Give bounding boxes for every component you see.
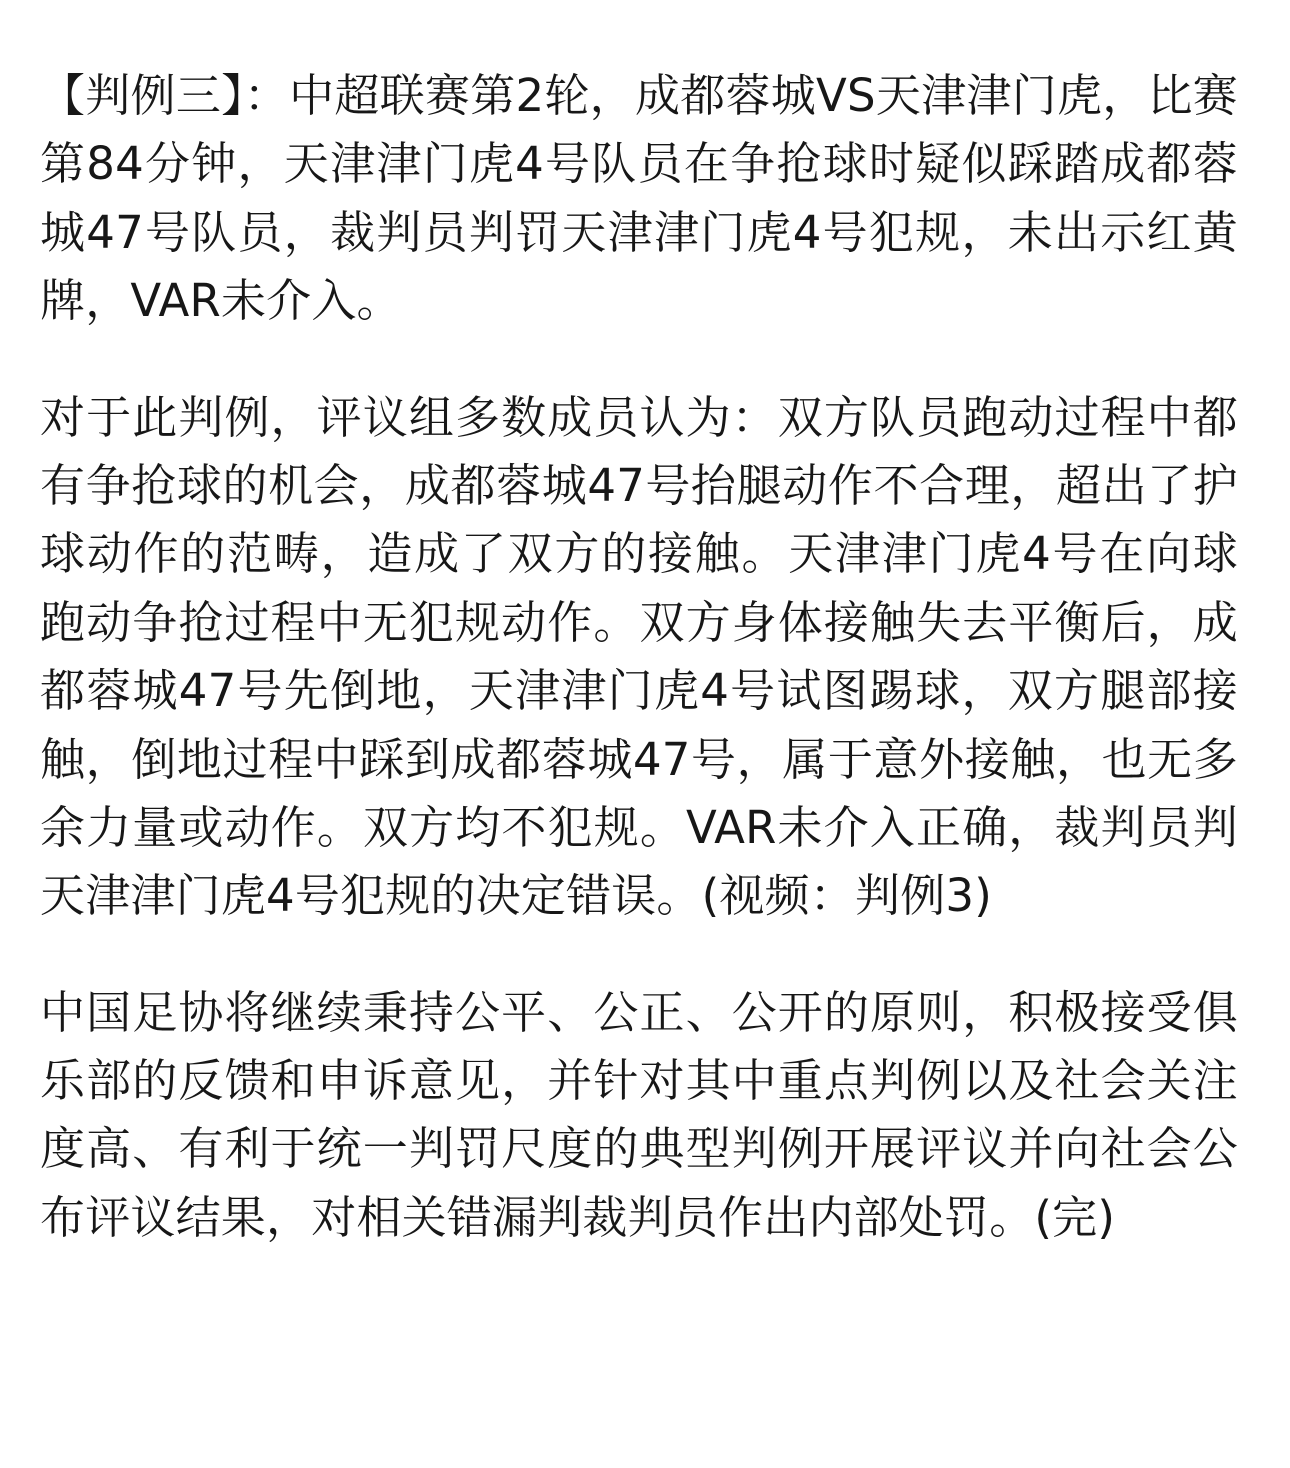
review-opinion-paragraph: 对于此判例，评议组多数成员认为：双方队员跑动过程中都有争抢球的机会，成都蓉城47号抬腿动作不合理，超出了护球动作的范畴，造成了双方的接触。天津津门虎4号在向球跑动争抢过程中无犯规动作。双方身体接触失去平衡后，成都蓉城47号先倒地，天津津门虎4号试图踢球，双方腿部接触，倒地过程中踩到成都蓉城47号，属于意外接触，也无多余力量或动作。双方均不犯规。VAR未介入正确，裁判员判天津津门虎4号犯规的决定错误。(视频：判例3) <box>40 390 1238 923</box>
closing-statement-paragraph: 中国足协将继续秉持公平、公正、公开的原则，积极接受俱乐部的反馈和申诉意见，并针对其中重点判例以及社会关注度高、有利于统一判罚尺度的典型判例开展评议并向社会公布评议结果，对相关错漏判裁判员作出内部处罚。(完) <box>40 985 1238 1244</box>
case-three-paragraph: 【判例三】：中超联赛第2轮，成都蓉城VS天津津门虎，比赛第84分钟，天津津门虎4号队员在争抢球时疑似踩踏成都蓉城47号队员，裁判员判罚天津津门虎4号犯规，未出示红黄牌，VAR未介入。 <box>40 69 1238 328</box>
